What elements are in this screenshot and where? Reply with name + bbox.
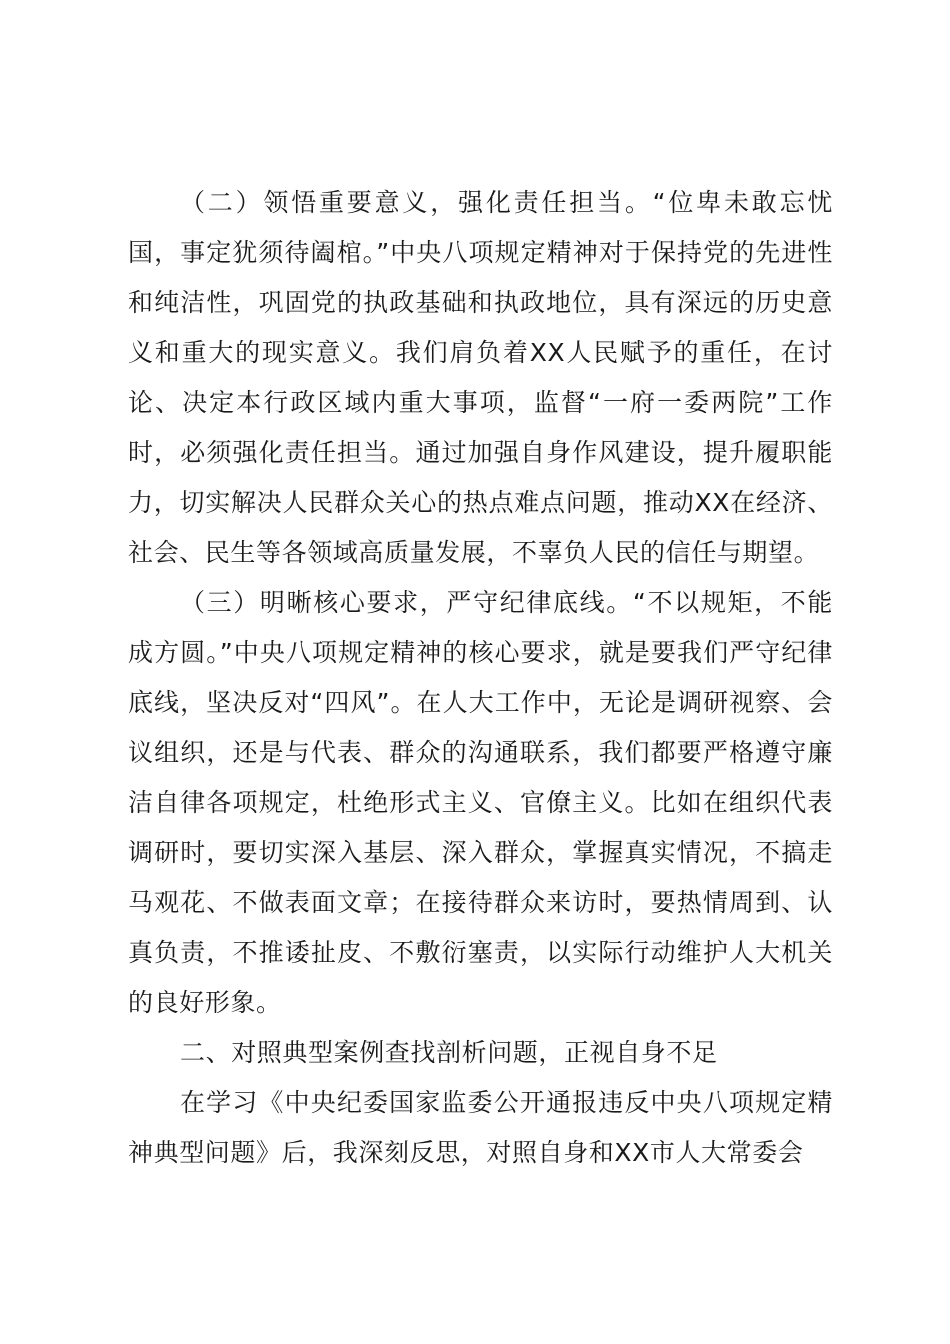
paragraph-discipline: （三）明晰核心要求，严守纪律底线。“不以规矩，不能成方圆。”中央八项规定精神的核心要求，就是要我们严守纪律底线，坚决反对“四风”。在人大工作中，无论是调研视察、会议组织，还是与代表、群众的沟通联系，我们都要严格遵守廉洁自律各项规定，杜绝形式主义、官僚主义。比如在组织代表调研时，要切实深入基层、深入群众，掌握真实情况，不搞走马观花、不做表面文章；在接待群众来访时，要热情周到、认真负责，不推诿扯皮、不敷衍塞责，以实际行动维护人大机关的良好形象。 (128, 588, 833, 1017)
paragraph-reflection: 在学习《中央纪委国家监委公开通报违反中央八项规定精神典型问题》后，我深刻反思，对照自身和XX市人大常委会 (128, 1088, 833, 1167)
document-body (128, 178, 833, 1178)
section-heading: 二、对照典型案例查找剖析问题，正视自身不足 (180, 1038, 718, 1067)
paragraph-responsibility: （二）领悟重要意义，强化责任担当。“位卑未敢忘忧国，事定犹须待阖棺。”中央八项规定精神对于保持党的先进性和纯洁性，巩固党的执政基础和执政地位，具有深远的历史意义和重大的现实意义。我们肩负着XX人民赋予的重任，在讨论、决定本行政区域内重大事项，监督“一府一委两院”工作时，必须强化责任担当。通过加强自身作风建设，提升履职能力，切实解决人民群众关心的热点难点问题，推动XX在经济、社会、民生等各领域高质量发展，不辜负人民的信任与期望。 (128, 188, 833, 567)
